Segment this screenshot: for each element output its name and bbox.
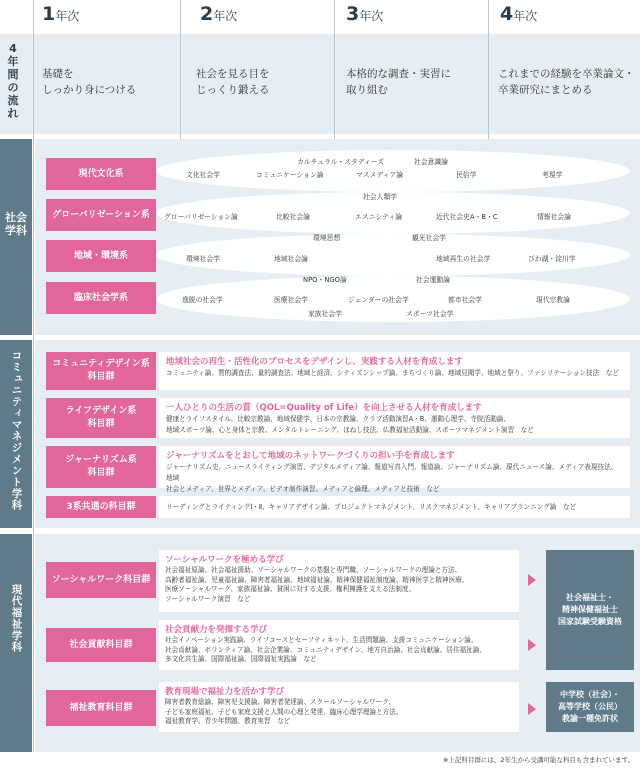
- subject: エスニシティ論: [355, 213, 403, 221]
- subject: NPO・NGO論: [303, 276, 347, 284]
- flow-year1: 基礎を しっかり身につける: [42, 68, 137, 96]
- subject: 地域社会論: [274, 255, 308, 263]
- arrow-right-icon: [528, 639, 536, 651]
- subject: 文化社会学: [186, 171, 220, 179]
- flow-year3: 本格的な調査・実習に 取り組む: [346, 68, 451, 96]
- subject: マスメディア論: [356, 171, 404, 179]
- subject: グローバリゼーション論: [164, 213, 238, 221]
- journalism-group: ジャーナリズム系 科目群: [46, 446, 156, 488]
- arrow-right-icon: [528, 574, 536, 586]
- community-design-desc: 地域社会の再生・活性化のプロセスをデザインし、実践する人材を育成します コミュニティ論、質的調査法、量的調査法、地域と経済、シティズンシップ論、まちづくり論、地域見聞学、地域と祭り、ファシリテーション技法 など: [159, 352, 630, 390]
- subject: 地域再生の社会学: [436, 255, 491, 263]
- subject: 社会意識論: [414, 158, 448, 166]
- subject: 民俗学: [456, 171, 477, 179]
- footnote: ※上記科目群には、2年生から受講可能な科目も含まれています。: [442, 756, 634, 764]
- subject: 社会運動論: [416, 276, 450, 284]
- grid-line: [33, 0, 34, 752]
- subject: 近代社会史A・B・C: [436, 213, 498, 221]
- year-2-heading: 2年次: [200, 3, 238, 25]
- subject: 逸脱の社会学: [182, 296, 223, 304]
- subject: スポーツ社会学: [406, 310, 454, 318]
- year-1-heading: 1年次: [42, 3, 80, 25]
- subject: 環境思想: [313, 234, 341, 242]
- arrow-right-icon: [528, 703, 536, 715]
- flow-label: 4年間の流れ: [7, 42, 19, 120]
- social-work-desc: ソーシャルワークを極める学び 社会福祉原論、社会福祉援助、ソーシャルワークの基盤と専門職、ソーシャルワークの理論と方法、 高齢者福祉論、児童福祉論、障害者福祉論、地域福祉論、精神保健福祉制度論、精神医学と精神医療、 医療ソーシャルワーク、家族福祉論、貧困に対する支援、権利擁護を支える法制度、 ソーシャルワーク演習 など: [159, 550, 519, 612]
- subject: 現代宗教論: [536, 296, 570, 304]
- subject: 社会人類学: [363, 193, 397, 201]
- qualification-social-worker: 社会福祉士・ 精神保健福祉士 国家試験受験資格: [546, 550, 634, 670]
- grid-line: [488, 0, 489, 139]
- life-design-group: ライフデザイン系 科目群: [46, 398, 156, 438]
- subject: 比較社会論: [276, 213, 310, 221]
- subject: 家族社会学: [308, 310, 342, 318]
- subject: 考現学: [542, 171, 563, 179]
- field-region-environment: 地域・環境系: [46, 240, 156, 272]
- subject: 情報社会論: [537, 213, 571, 221]
- community-label: コミュニティマネジメント学科: [10, 350, 23, 511]
- sociology-label: 社会学科: [5, 211, 27, 237]
- journalism-desc: ジャーナリズムをとおして地域のネットワークづくりの担い手を育成します ジャーナリズム史、ニュースライティング演習、デジタルメディア論、報道写真入門、報道論、ジャーナリズム論、現代ニュース論、メディア表現技法、地域 社会とメディア、世界とメディア、ビデオ制作演習、メディアと倫理、メディアと技術 など: [159, 446, 630, 488]
- community-design-group: コミュニティデザイン系 科目群: [46, 352, 156, 390]
- subject: 観光社会学: [412, 234, 446, 242]
- welfare-education-desc: 教育現場で福祉力を活かす学び 障害者教育総論、障害児支援論、障害者発達論、スクールソーシャルワーク、 子ども家庭福祉、子ども家庭支援と人間の心理と発達、臨床心理学理論と方法、 福祉教育学、青少年問題、教育実習 など: [159, 682, 519, 732]
- subject: 環境社会学: [186, 255, 220, 263]
- subject: 医療社会学: [274, 296, 308, 304]
- qualification-teacher-license: 中学校（社会）・ 高等学校（公民） 教諭一種免許状: [546, 682, 634, 732]
- subject: びわ湖・淀川学: [528, 255, 576, 263]
- common-group: 3系共通の科目群: [46, 496, 156, 518]
- social-contribution-group: 社会貢献科目群: [46, 628, 156, 662]
- flow-year4: これまでの経験を卒業論文・ 卒業研究にまとめる: [498, 68, 635, 96]
- field-clinical-sociology: 臨床社会学系: [46, 282, 156, 314]
- year-4-heading: 4年次: [500, 3, 538, 25]
- common-desc: リーディングとライティングⅠ・Ⅱ、キャリアデザイン論、プロジェクトマネジメント、リスクマネジメント、キャリアプランニング論 など: [159, 496, 630, 518]
- field-contemporary-culture: 現代文化系: [46, 158, 156, 190]
- life-design-desc: 一人ひとりの生活の質（QOL=Quality of Life）を向上させる人材を育成します 健康とライフスタイル、比較宗教論、地域保健学、日本の宗教論、クラブ活動演習A・B、運動心理学、寺院活動論、 地域スポーツ論、心と身体と宗教、メンタルトレーニング、ほねし技法、仏教福祉活動論、スポーツマネジメント演習 など: [159, 398, 630, 438]
- sociology-side: [0, 139, 32, 335]
- grid-line: [334, 0, 335, 139]
- subject: カルチュラル・スタディーズ: [297, 158, 385, 166]
- subject: ジェンダーの社会学: [348, 296, 409, 304]
- welfare-label: 現代福祉学科: [10, 584, 23, 653]
- social-work-group: ソーシャルワーク科目群: [46, 562, 156, 598]
- welfare-education-group: 福祉教育科目群: [46, 690, 156, 726]
- subject: コミュニケーション論: [256, 171, 324, 179]
- year-3-heading: 3年次: [346, 3, 384, 25]
- grid-line: [180, 0, 181, 139]
- community-side: [0, 340, 32, 528]
- subject: 都市社会学: [448, 296, 482, 304]
- field-globalization: グローバリゼーション系: [46, 199, 156, 231]
- welfare-side: [0, 534, 32, 752]
- social-contribution-desc: 社会貢献力を発揮する学び 社会イノベーション実践論、ライフコースとセーフティネット、生活問題論、支援コミュニケーション論、 社会貢献論、ボランティア論、社会企業論、コミュニティデザイン、地方自治論、社会貢献論、居住福祉論、 多文化共生論、国際福祉論、国際福祉実践論 など: [159, 620, 519, 670]
- year-header: [0, 0, 640, 34]
- flow-year2: 社会を見る目を じっくり鍛える: [196, 68, 270, 96]
